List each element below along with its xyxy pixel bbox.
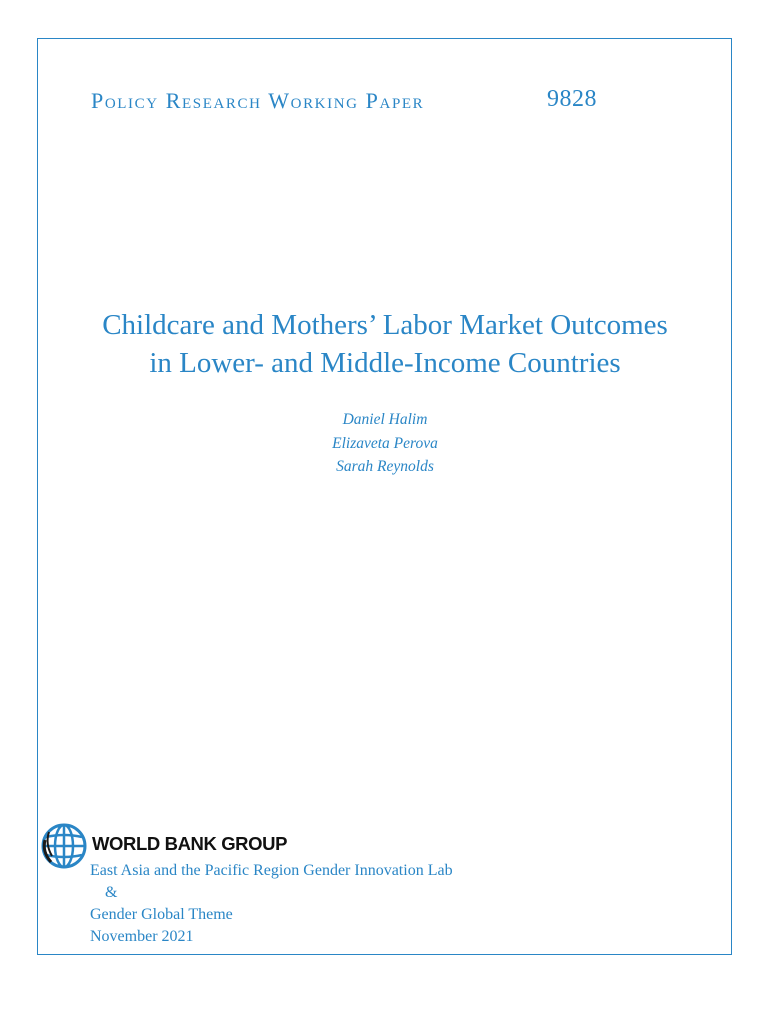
- title-line-1: Childcare and Mothers’ Labor Market Outcomes: [102, 309, 668, 341]
- ampersand: &: [105, 884, 118, 901]
- series-title: Policy Research Working Paper: [91, 88, 425, 113]
- series-header: [91, 88, 611, 114]
- publication-info: [90, 860, 453, 948]
- globe-icon: [40, 822, 88, 870]
- publication-date: November 2021: [90, 928, 194, 945]
- theme-name: Gender Global Theme: [90, 906, 233, 923]
- title-line-2: in Lower- and Middle-Income Countries: [149, 347, 621, 379]
- organization-name: WORLD BANK GROUP: [92, 833, 288, 854]
- cover-border: [37, 38, 732, 955]
- author-name: Daniel Halim: [342, 411, 428, 428]
- author-list: [40, 408, 730, 479]
- author-name: Sarah Reynolds: [336, 458, 434, 475]
- paper-number: 9828: [547, 86, 597, 112]
- paper-title: [40, 306, 730, 382]
- author-name: Elizaveta Perova: [332, 434, 438, 452]
- unit-name: East Asia and the Pacific Region Gender Innovation Lab: [90, 862, 453, 879]
